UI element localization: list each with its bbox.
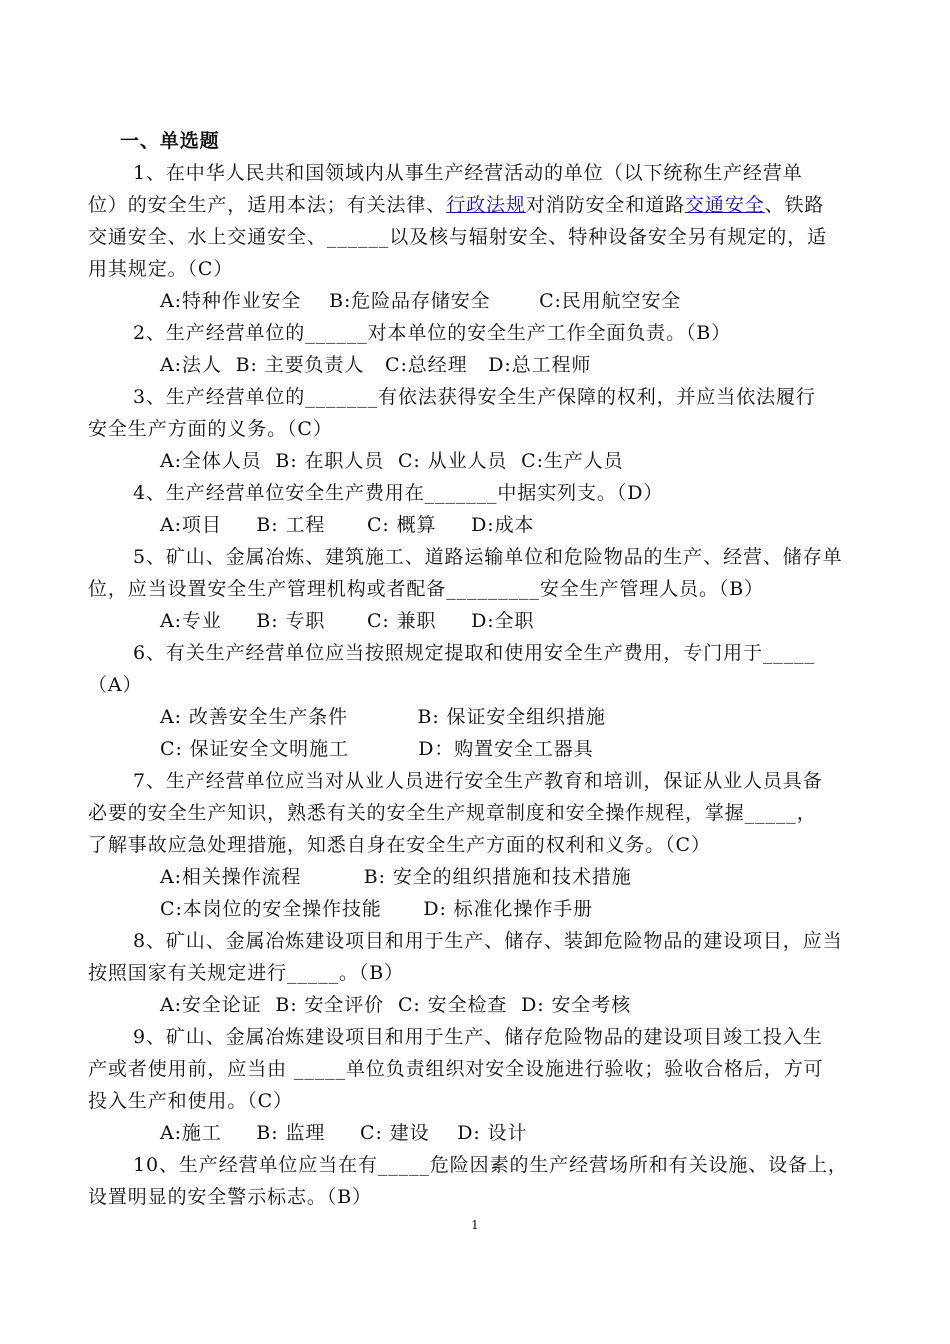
q1-line-2-text-a: 位）的安全生产，适用本法；有关法律、 bbox=[88, 194, 447, 216]
q6-options-2: C: 保证安全文明施工 D：购置安全工器具 bbox=[160, 738, 594, 760]
q3-line-1: 3、生产经营单位的_______有依法获得安全生产保障的权利，并应当依法履行 bbox=[133, 386, 816, 408]
q7-line-3: 了解事故应急处理措施，知悉自身在安全生产方面的权利和义务。（C） bbox=[88, 834, 711, 856]
q1-options: A:特种作业安全 B:危险品存储安全 C:民用航空安全 bbox=[160, 290, 682, 312]
q1-line-3: 交通安全、水上交通安全、______以及核与辐射安全、特种设备安全另有规定的，适 bbox=[88, 226, 828, 248]
q2-line-1: 2、生产经营单位的______对本单位的安全生产工作全面负责。（B） bbox=[133, 322, 732, 344]
link-jiaotong-anquan[interactable]: 交通安全 bbox=[685, 194, 765, 216]
q2-options: A:法人 B: 主要负责人 C:总经理 D:总工程师 bbox=[160, 354, 592, 376]
q6-options-1: A: 改善安全生产条件 B: 保证安全组织措施 bbox=[160, 706, 606, 728]
q1-line-2-text-b: 对消防安全和道路 bbox=[525, 194, 686, 216]
q6-line-1: 6、有关生产经营单位应当按照规定提取和使用安全生产费用，专门用于_____ bbox=[133, 642, 815, 664]
q9-line-3: 投入生产和使用。（C） bbox=[88, 1090, 293, 1112]
q6-line-2: （A） bbox=[88, 674, 143, 696]
q9-line-1: 9、矿山、金属冶炼建设项目和用于生产、储存危险物品的建设项目竣工投入生 bbox=[133, 1026, 823, 1048]
q1-line-4: 用其规定。（C） bbox=[88, 258, 234, 280]
q9-line-2: 产或者使用前，应当由 _____单位负责组织对安全设施进行验收；验收合格后，方可 bbox=[88, 1058, 824, 1080]
q7-line-1: 7、生产经营单位应当对从业人员进行安全生产教育和培训，保证从业人员具备 bbox=[133, 770, 823, 792]
q5-line-2: 位，应当设置安全生产管理机构或者配备_________安全生产管理人员。（B） bbox=[88, 578, 765, 600]
q7-line-2: 必要的安全生产知识，熟悉有关的安全生产规章制度和安全操作规程，掌握_____， bbox=[88, 802, 817, 824]
q7-options-1: A:相关操作流程 B: 安全的组织措施和技术措施 bbox=[160, 866, 632, 888]
page-number: 1 bbox=[471, 1218, 479, 1232]
q5-options: A:专业 B: 专职 C: 兼职 D:全职 bbox=[160, 610, 535, 632]
q1-line-2-text-c: 、铁路 bbox=[764, 194, 825, 216]
link-xingzheng-fagui[interactable]: 行政法规 bbox=[446, 194, 526, 216]
q7-options-2: C:本岗位的安全操作技能 D: 标准化操作手册 bbox=[160, 898, 594, 920]
q3-line-2: 安全生产方面的义务。（C） bbox=[88, 418, 333, 440]
q9-options: A:施工 B: 监理 C: 建设 D: 设计 bbox=[160, 1122, 528, 1144]
q8-options: A:安全论证 B: 安全评价 C: 安全检查 D: 安全考核 bbox=[160, 994, 632, 1016]
q1-line-1: 1、在中华人民共和国领域内从事生产经营活动的单位（以下统称生产经营单 bbox=[133, 162, 803, 184]
section-heading: 一、单选题 bbox=[120, 130, 220, 152]
q5-line-1: 5、矿山、金属冶炼、建筑施工、道路运输单位和危险物品的生产、经营、储存单 bbox=[133, 546, 843, 568]
q4-options: A:项目 B: 工程 C: 概算 D:成本 bbox=[160, 514, 535, 536]
q3-options: A:全体人员 B: 在职人员 C: 从业人员 C:生产人员 bbox=[160, 450, 624, 472]
q1-line-2 bbox=[88, 190, 824, 220]
q10-line-1: 10、生产经营单位应当在有_____危险因素的生产经营场所和有关设施、设备上， bbox=[133, 1154, 848, 1176]
q8-line-1: 8、矿山、金属冶炼建设项目和用于生产、储存、装卸危险物品的建设项目，应当 bbox=[133, 930, 843, 952]
q4-line-1: 4、生产经营单位安全生产费用在_______中据实列支。（D） bbox=[133, 482, 664, 504]
q8-line-2: 按照国家有关规定进行_____。（B） bbox=[88, 962, 405, 984]
q10-line-2: 设置明显的安全警示标志。（B） bbox=[88, 1186, 372, 1208]
